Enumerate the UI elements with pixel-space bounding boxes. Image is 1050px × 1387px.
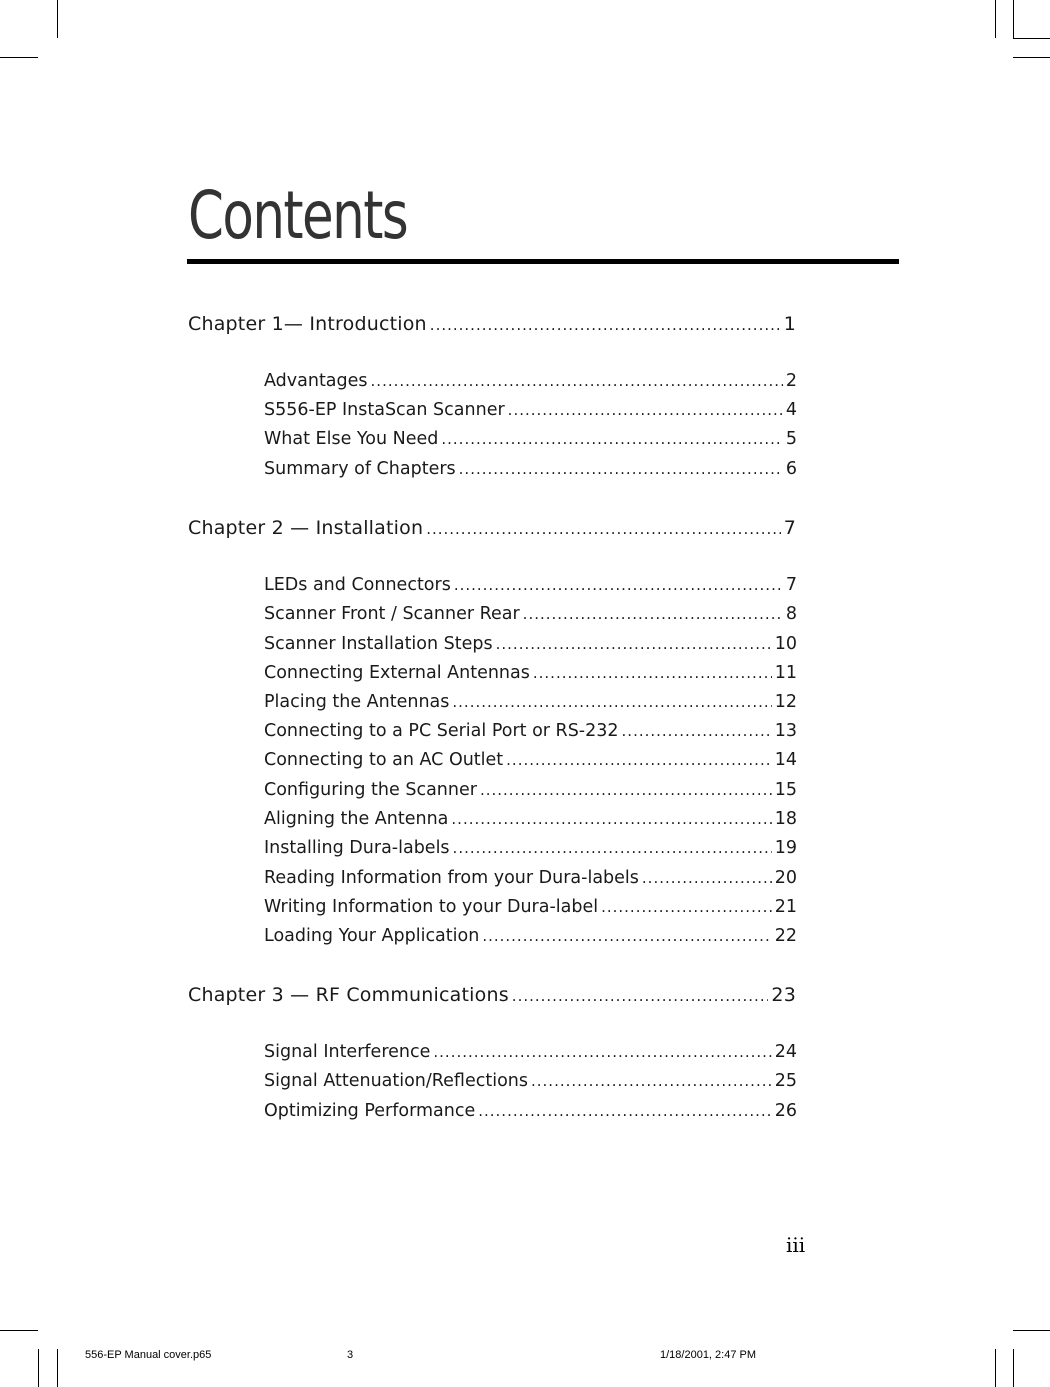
toc-section-entry[interactable] <box>264 604 797 624</box>
toc-entry-page: 18 <box>774 809 797 829</box>
toc-entry-page: 4 <box>785 400 797 420</box>
toc-entry-page: 20 <box>774 868 797 888</box>
toc-chapter-entry[interactable] <box>188 984 796 1006</box>
toc-entry-page: 7 <box>783 517 796 539</box>
toc-entry-page: 2 <box>785 371 797 391</box>
toc-section-entry[interactable] <box>264 429 797 449</box>
toc-entry-title: Chapter 3 — RF Communications <box>188 984 509 1006</box>
crop-mark <box>995 1349 996 1387</box>
toc-dot-leader <box>433 1043 771 1061</box>
toc-dot-leader <box>454 576 783 594</box>
toc-dot-leader <box>478 1102 771 1120</box>
toc-dot-leader <box>512 987 769 1005</box>
toc-dot-leader <box>642 869 772 887</box>
toc-entry-page: 8 <box>785 604 797 624</box>
toc-entry-title: Connecting External Antennas <box>264 663 530 683</box>
toc-entry-page: 25 <box>774 1071 797 1091</box>
toc-dot-leader <box>426 520 781 538</box>
crop-mark <box>57 1349 58 1387</box>
toc-entry-page: 23 <box>771 984 796 1006</box>
toc-section-entry[interactable] <box>264 400 797 420</box>
toc-entry-page: 1 <box>783 313 796 335</box>
toc-dot-leader <box>523 605 783 623</box>
toc-dot-leader <box>506 751 772 769</box>
toc-entry-title: Configuring the Scanner <box>264 780 477 800</box>
toc-entry-page: 14 <box>774 750 797 770</box>
crop-mark <box>0 1330 38 1331</box>
toc-section-entry[interactable] <box>264 692 797 712</box>
toc-entry-title: Reading Information from your Dura-labels <box>264 868 639 888</box>
toc-dot-leader <box>531 1072 772 1090</box>
toc-entry-title: Signal Interference <box>264 1042 431 1062</box>
toc-entry-title: Optimizing Performance <box>264 1101 476 1121</box>
toc-entry-title: Installing Dura-labels <box>264 838 450 858</box>
toc-entry-page: 13 <box>774 721 797 741</box>
toc-section-entry[interactable] <box>264 663 797 683</box>
toc-section-entry[interactable] <box>264 838 797 858</box>
toc-entry-title: Placing the Antennas <box>264 692 450 712</box>
toc-dot-leader <box>533 664 772 682</box>
crop-mark <box>995 0 996 38</box>
crop-mark <box>1013 1349 1014 1387</box>
toc-entry-title: Summary of Chapters <box>264 459 456 479</box>
toc-entry-page: 19 <box>774 838 797 858</box>
crop-mark <box>1013 38 1050 39</box>
slug-filename: 556-EP Manual cover.p65 <box>85 1349 212 1361</box>
toc-entry-title: Advantages <box>264 371 368 391</box>
toc-entry-page: 6 <box>785 459 797 479</box>
toc-section-entry[interactable] <box>264 897 797 917</box>
toc-section-entry[interactable] <box>264 721 797 741</box>
crop-mark <box>0 57 38 58</box>
toc-section-entry[interactable] <box>264 634 797 654</box>
slug-timestamp: 1/18/2001, 2:47 PM <box>660 1349 757 1361</box>
crop-mark <box>38 1349 39 1387</box>
slug-page: 3 <box>347 1349 354 1361</box>
crop-mark <box>1013 57 1050 58</box>
toc-section-entry[interactable] <box>264 868 797 888</box>
title-rule <box>187 259 899 264</box>
toc-section-entry[interactable] <box>264 750 797 770</box>
toc-entry-page: 22 <box>774 926 797 946</box>
toc-dot-leader <box>601 898 772 916</box>
toc-entry-title: Scanner Installation Steps <box>264 634 493 654</box>
toc-entry-title: Scanner Front / Scanner Rear <box>264 604 520 624</box>
toc-entry-page: 11 <box>774 663 797 683</box>
toc-entry-page: 7 <box>785 575 797 595</box>
toc-dot-leader <box>496 635 772 653</box>
toc-entry-page: 12 <box>774 692 797 712</box>
toc-chapter-entry[interactable] <box>188 313 796 335</box>
toc-dot-leader <box>430 316 781 334</box>
toc-section-entry[interactable] <box>264 575 797 595</box>
toc-dot-leader <box>452 693 771 711</box>
toc-dot-leader <box>480 781 772 799</box>
toc-entry-title: Loading Your Application <box>264 926 480 946</box>
toc-section-entry[interactable] <box>264 459 797 479</box>
toc-entry-title: Signal Attenuation/Reflections <box>264 1071 528 1091</box>
toc-section-entry[interactable] <box>264 780 797 800</box>
toc-entry-title: Aligning the Antenna <box>264 809 449 829</box>
toc-dot-leader <box>451 810 771 828</box>
toc-entry-title: Chapter 1— Introduction <box>188 313 427 335</box>
toc-dot-leader <box>459 460 783 478</box>
toc-entry-page: 15 <box>774 780 797 800</box>
toc-entry-page: 21 <box>774 897 797 917</box>
toc-entry-page: 10 <box>774 634 797 654</box>
toc-section-entry[interactable] <box>264 1071 797 1091</box>
toc-entry-page: 24 <box>774 1042 797 1062</box>
toc-entry-page: 26 <box>774 1101 797 1121</box>
toc-section-entry[interactable] <box>264 1101 797 1121</box>
toc-dot-leader <box>508 401 783 419</box>
toc-dot-leader <box>441 430 782 448</box>
toc-entry-title: Connecting to an AC Outlet <box>264 750 504 770</box>
crop-mark <box>1013 0 1014 38</box>
toc-section-entry[interactable] <box>264 1042 797 1062</box>
page-title: Contents <box>188 177 408 254</box>
toc-entry-title: What Else You Need <box>264 429 439 449</box>
toc-entry-title: S556-EP InstaScan Scanner <box>264 400 505 420</box>
toc-dot-leader <box>371 372 783 390</box>
toc-entry-title: Chapter 2 — Installation <box>188 517 424 539</box>
toc-entry-title: LEDs and Connectors <box>264 575 451 595</box>
toc-dot-leader <box>453 839 772 857</box>
toc-section-entry[interactable] <box>264 809 797 829</box>
page-number: iii <box>786 1233 806 1257</box>
toc-chapter-entry[interactable] <box>188 517 796 539</box>
crop-mark <box>1013 1330 1050 1331</box>
crop-mark <box>57 0 58 38</box>
toc-dot-leader <box>622 722 772 740</box>
toc-section-entry[interactable] <box>264 371 797 391</box>
toc-dot-leader <box>482 927 771 945</box>
toc-entry-page: 5 <box>785 429 797 449</box>
toc-entry-title: Writing Information to your Dura-label <box>264 897 599 917</box>
toc-entry-title: Connecting to a PC Serial Port or RS-232 <box>264 721 619 741</box>
toc-section-entry[interactable] <box>264 926 797 946</box>
